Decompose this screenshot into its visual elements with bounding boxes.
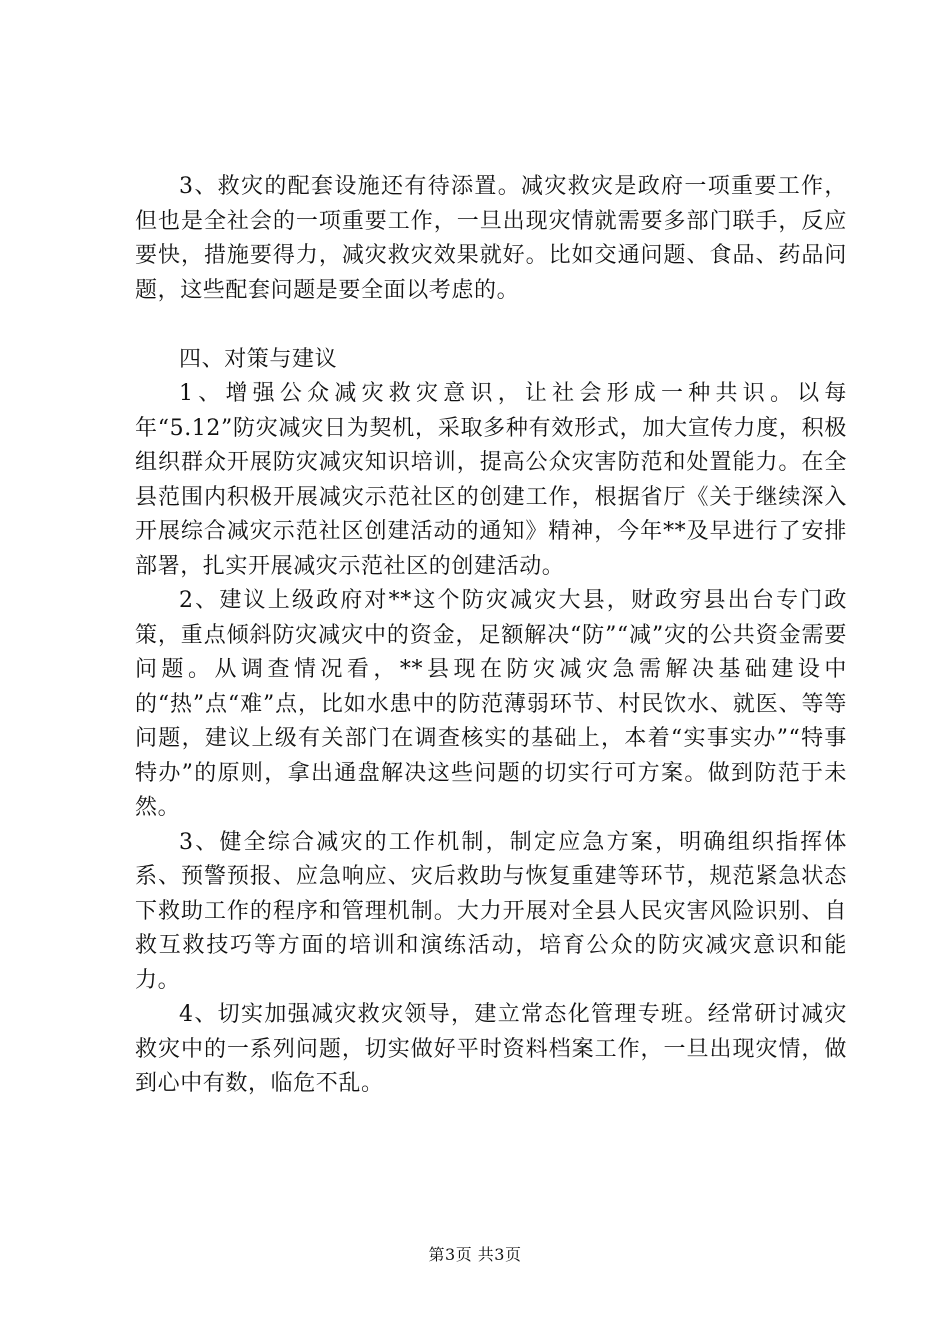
document-body bbox=[135, 170, 847, 1102]
paragraph-facilities-issue: 3、救灾的配套设施还有待添置。减灾救灾是政府一项重要工作，但也是全社会的一项重要工作，一旦出现灾情就需要多部门联手，反应要快，措施要得力，减灾救灾效果就好。比如交通问题、食品、药品问题，这些配套问题是要全面以考虑的。 bbox=[135, 174, 847, 303]
paragraph-mechanism: 3、健全综合减灾的工作机制，制定应急方案，明确组织指挥体系、预警预报、应急响应、灾后救助与恢复重建等环节，规范紧急状态下救助工作的程序和管理机制。大力开展对全县人民灾害风险识别、自救互救技巧等方面的培训和演练活动，培育公众的防灾减灾意识和能力。 bbox=[135, 829, 847, 993]
paragraph-leadership: 4、切实加强减灾救灾领导，建立常态化管理专班。经常研讨减灾救灾中的一系列问题，切实做好平时资料档案工作，一旦出现灾情，做到心中有数，临危不乱。 bbox=[135, 1002, 847, 1096]
section-heading-countermeasures: 四、对策与建议 bbox=[179, 346, 338, 372]
paragraph-spacer bbox=[135, 308, 847, 343]
page-number-footer: 第3页 共3页 bbox=[428, 1245, 522, 1264]
paragraph-awareness: 1、增强公众减灾救灾意识，让社会形成一种共识。以每年“5.12”防灾减灾日为契机，采取多种有效形式，加大宣传力度，积极组织群众开展防灾减灾知识培训，提高公众灾害防范和处置能力。在全县范围内积极开展减灾示范社区的创建工作，根据省厅《关于继续深入开展综合减灾示范社区创建活动的通知》精神，今年**及早进行了安排部署，扎实开展减灾示范社区的创建活动。 bbox=[135, 381, 847, 579]
paragraph-policy-suggestion: 2、建议上级政府对**这个防灾减灾大县，财政穷县出台专门政策，重点倾斜防灾减灾中的资金，足额解决“防”“减”灾的公共资金需要问题。从调查情况看，**县现在防灾减灾急需解决基础建设中的“热”点“难”点，比如水患中的防范薄弱环节、村民饮水、就医、等等问题，建议上级有关部门在调查核实的基础上，本着“实事实办”“特事特办”的原则，拿出通盘解决这些问题的切实行可方案。做到防范于未然。 bbox=[135, 588, 847, 820]
